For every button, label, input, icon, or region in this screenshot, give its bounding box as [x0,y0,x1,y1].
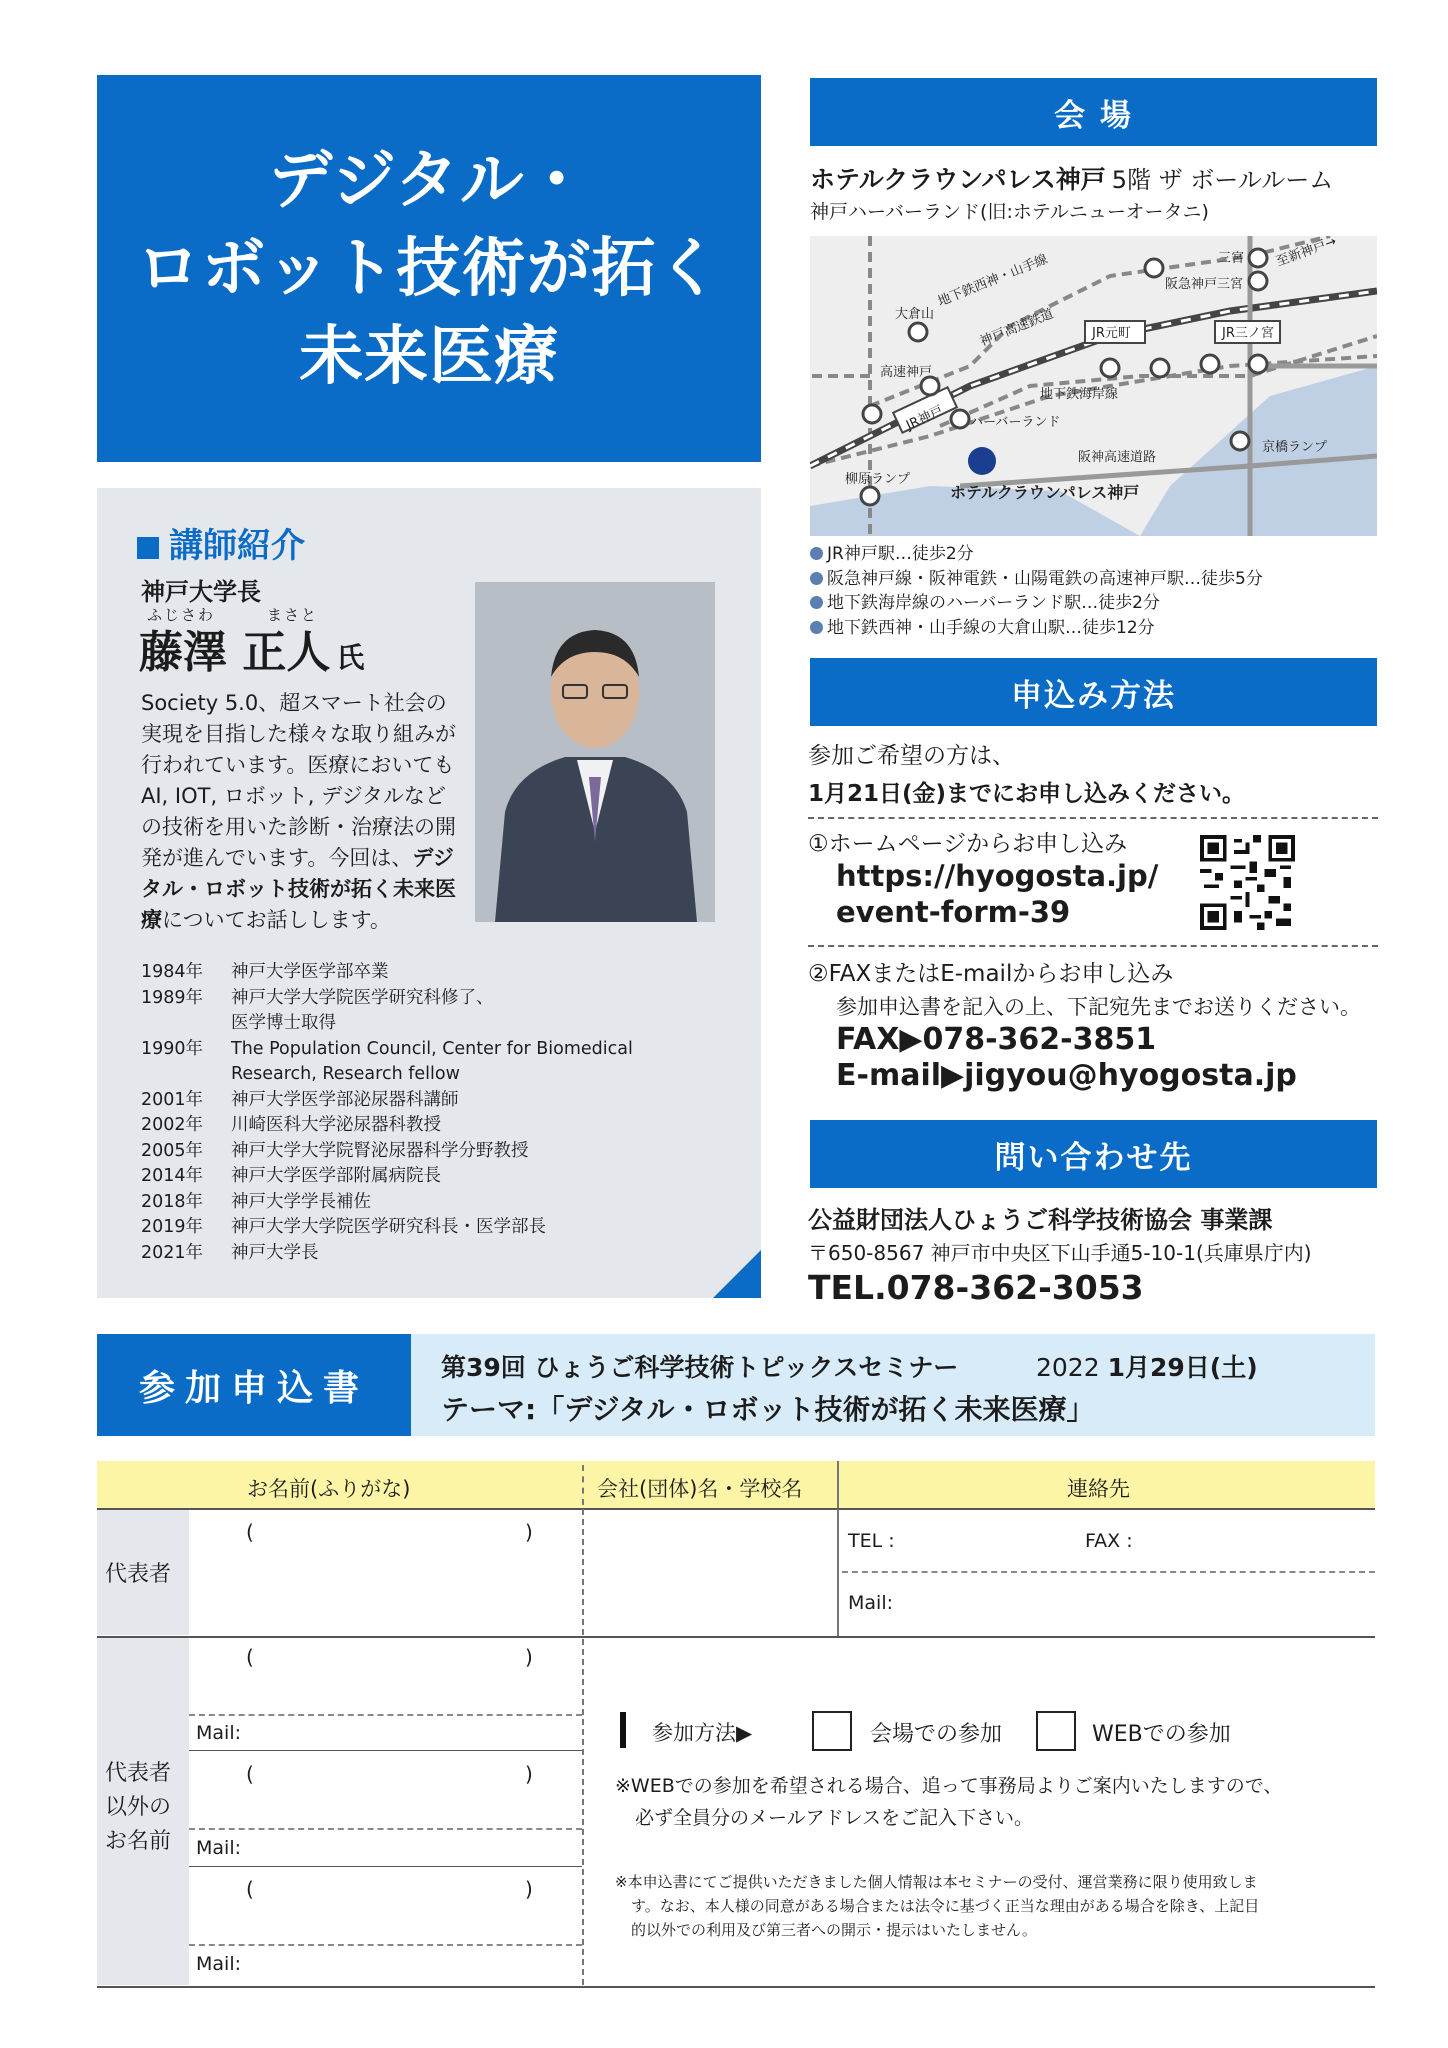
divider [97,1986,1375,1988]
map-label-jr-kobe: JR神戸 [904,403,946,434]
map-label-kaigan-line: 地下鉄海岸線 [1040,387,1119,402]
bar-marker [620,1712,626,1748]
career-text: 神戸大学長 [231,1242,319,1263]
career-year [141,1011,231,1037]
fax-email [836,1022,1297,1094]
career-text: 医学博士取得 [231,1013,336,1033]
career-row [141,1164,633,1190]
bullet-dot-icon [810,621,823,634]
privacy-note: ※本申込書にてご提供いただきました個人情報は本セミナーの受付、運営業務に限り使用致しま す。なお、本人様の同意がある場合または法令に基づく正当な理由がある場合を除き、上記目 的以外での利用及び第三者への開示・提示はいたしません。 [615,1873,1260,1939]
rep-label: 代表者 [105,1562,172,1587]
career-row [141,1215,633,1241]
map-label-yanagihara: 柳原ランプ [845,472,911,487]
speaker-panel [97,488,761,1298]
col-contact: 連絡先 [1067,1477,1130,1501]
contact-header: 問い合わせ先 [810,1120,1377,1188]
square-bullet-icon [137,537,159,559]
map-label-hankyu-sannomiya: 阪急神戸三宮 [1165,277,1244,292]
fax-field[interactable]: FAX : [1085,1530,1133,1552]
seminar-date: 2022 1月29日(土) [1036,1353,1258,1382]
venue-header: 会 場 [810,78,1377,146]
career-year [141,1062,231,1088]
map-label-okurayama: 大倉山 [895,307,935,322]
career-year: 2014年 [141,1166,204,1186]
name-field-open[interactable]: ( [246,1877,254,1901]
access-item: 阪急神戸線・阪神電鉄・山陽電鉄の高速神戸駅…徒歩5分 [810,567,1263,592]
access-map [810,236,1377,536]
map-label-hanshin-expressway: 阪神高速道路 [1078,450,1157,465]
name-field-open[interactable]: ( [246,1520,254,1544]
apply-url[interactable]: https://hyogosta.jp/ event-form-39 [836,859,1159,929]
mail-field[interactable]: Mail: [848,1592,893,1614]
map-label-kyobashi: 京橋ランプ [1262,440,1328,455]
apply-option-fax: ②FAXまたはE-mailからお申し込み [808,961,1174,987]
seminar-theme: テーマ:「デジタル・ロボット技術が拓く未来医療」 [441,1393,1095,1426]
career-year: 1984年 [141,962,204,982]
career-year: 1990年 [141,1038,204,1059]
bullet-dot-icon [810,547,823,560]
speaker-heading: 講師紹介 [137,518,305,567]
venue-option-label: 会場での参加 [870,1722,1003,1747]
name-field-close: ) [525,1877,533,1901]
career-text: 神戸大学医学部泌尿器科講師 [231,1089,459,1110]
career-row [141,1139,633,1165]
map-label-kosoku-tetsudo: 神戸高速鉄道 [977,306,1056,350]
career-row [141,1011,633,1037]
name-field-close: ) [525,1762,533,1786]
others-label: 代表者 以外の お名前 [105,1761,172,1854]
career-text: 川崎医科大学泌尿器科教授 [231,1115,441,1135]
career-year: 2019年 [141,1217,204,1237]
divider [189,1866,582,1867]
map-label-kita-shinkobe: 至新神戸→ [1274,236,1339,270]
speaker-intro: Society 5.0、超スマート社会の実現を目指した様々な取り組みが行われています。医療においてもAI, IOT, ロボット, デジタルなどの技術を用いた診断・治療法の開発が進んでいます。今回は、デジタル・ロボット技術が拓く未来医療についてお話しします。 [141,691,456,932]
career-row [141,986,633,1012]
qr-code [1200,835,1295,930]
corner-triangle [713,1250,761,1298]
mail-field[interactable]: Mail: [196,1953,241,1975]
career-year: 2001年 [141,1089,204,1110]
career-text: 神戸大学学長補佐 [231,1191,371,1212]
career-text: 神戸大学大学院腎泌尿器科学分野教授 [231,1140,529,1161]
web-option-label: WEBでの参加 [1092,1722,1231,1747]
venue-checkbox[interactable] [812,1711,852,1751]
career-year: 2002年 [141,1115,204,1135]
access-list [810,542,1263,640]
name-field-close: ) [525,1520,533,1544]
career-year: 2021年 [141,1242,204,1263]
map-label-jr-motomachi: JR元町 [1092,326,1131,341]
career-text: 神戸大学医学部附属病院長 [231,1166,441,1186]
web-note: ※WEBでの参加を希望される場合、追って事務局よりご案内いたしますので、 必ず全員分のメールアドレスをご記入下さい。 [615,1775,1283,1829]
divider [97,1636,1375,1638]
email-address[interactable]: E-mail▶jigyou@hyogosta.jp [836,1058,1297,1093]
career-text: 神戸大学医学部卒業 [231,962,389,982]
divider [808,817,1378,819]
map-label-sannomiya: 三宮 [1218,251,1245,266]
career-text: 神戸大学大学院医学研究科長・医学部長 [231,1217,546,1237]
table-header [97,1461,1375,1509]
col-company: 会社(団体)名・学校名 [597,1477,803,1501]
contact-tel: TEL.078-362-3053 [808,1268,1144,1307]
venue-name: ホテルクラウンパレス神戸 5階 ザ ボールルーム [810,165,1334,194]
divider [808,945,1378,947]
career-row [141,1088,633,1114]
career-text: 神戸大学大学院医学研究科修了、 [231,987,494,1008]
career-text: The Population Council, Center for Biomedical [231,1038,633,1059]
divider [189,1750,582,1751]
name-field-open[interactable]: ( [246,1645,254,1669]
title-line-1: デジタル・ [268,143,590,218]
career-row [141,1241,633,1267]
tel-field[interactable]: TEL : [848,1530,895,1552]
name-ruby-surname: ふじさわ [147,606,216,624]
seminar-name: 第39回 ひょうご科学技術トピックスセミナー [441,1353,959,1382]
divider [189,1714,582,1716]
title-banner [97,75,761,462]
title-line-2: ロボット技術が拓く [136,231,722,306]
speaker-name: 藤澤 正人 氏 [139,627,365,678]
title-line-3: 未来医療 [299,319,559,394]
divider [97,1508,1375,1510]
access-item: JR神戸駅…徒歩2分 [810,542,1263,567]
mail-field[interactable]: Mail: [196,1837,241,1859]
divider [189,1944,582,1946]
speaker-affiliation: 神戸大学長 [141,578,261,606]
others-label-cell [97,1637,189,1985]
mail-field[interactable]: Mail: [196,1722,241,1744]
name-field-open[interactable]: ( [246,1762,254,1786]
access-item: 地下鉄西神・山手線の大倉山駅…徒歩12分 [810,616,1263,641]
career-list [141,960,633,1266]
career-row [141,1190,633,1216]
contact-address: 〒650-8567 神戸市中央区下山手通5-10-1(兵庫県庁内) [808,1241,1312,1265]
career-row [141,1113,633,1139]
career-year: 2018年 [141,1191,204,1212]
divider [189,1828,582,1830]
map-label-kosoku-kobe: 高速神戸 [880,365,933,380]
map-label-hotel: ホテルクラウンパレス神戸 [950,483,1140,502]
career-year: 2005年 [141,1140,204,1161]
name-ruby-given: まさと [267,606,319,624]
method-label: 参加方法▶ [652,1721,753,1745]
apply-intro: 参加ご希望の方は、 1月21日(金)までにお申し込みください。 [808,743,1246,807]
divider [837,1461,839,1509]
career-row [141,960,633,986]
map-label-harborland: ハーバーランド [970,415,1061,430]
map-label-seishin-line: 地下鉄西神・山手線 [935,251,1050,310]
apply-option-web: ①ホームページからお申し込み [808,831,1128,857]
name-field-close: ) [525,1645,533,1669]
divider [582,1465,584,1505]
map-label-jr-sannomiya: JR三ノ宮 [1222,326,1274,341]
contact-org: 公益財団法人ひょうご科学技術協会 事業課 [808,1206,1273,1234]
career-row [141,1037,633,1063]
career-row [141,1062,633,1088]
form-label: 参加申込書 [97,1334,411,1436]
col-name: お名前(ふりがな) [247,1477,411,1501]
divider [837,1509,839,1636]
divider [842,1571,1375,1573]
speaker-photo [475,582,715,922]
divider [582,1509,584,1985]
apply-header: 申込み方法 [810,658,1377,726]
venue-subtitle: 神戸ハーバーランド(旧:ホテルニューオータニ) [810,201,1209,223]
web-checkbox[interactable] [1036,1711,1076,1751]
form-banner [411,1334,1375,1436]
access-item: 地下鉄海岸線のハーバーランド駅…徒歩2分 [810,591,1263,616]
career-year: 1989年 [141,987,204,1008]
bullet-dot-icon [810,596,823,609]
bullet-dot-icon [810,572,823,585]
fax-number: FAX▶078-362-3851 [836,1022,1157,1057]
career-text: Research, Research fellow [231,1064,460,1084]
rep-label-cell [97,1509,189,1635]
apply-option-fax-note: 参加申込書を記入の上、下記宛先までお送りください。 [836,995,1361,1019]
